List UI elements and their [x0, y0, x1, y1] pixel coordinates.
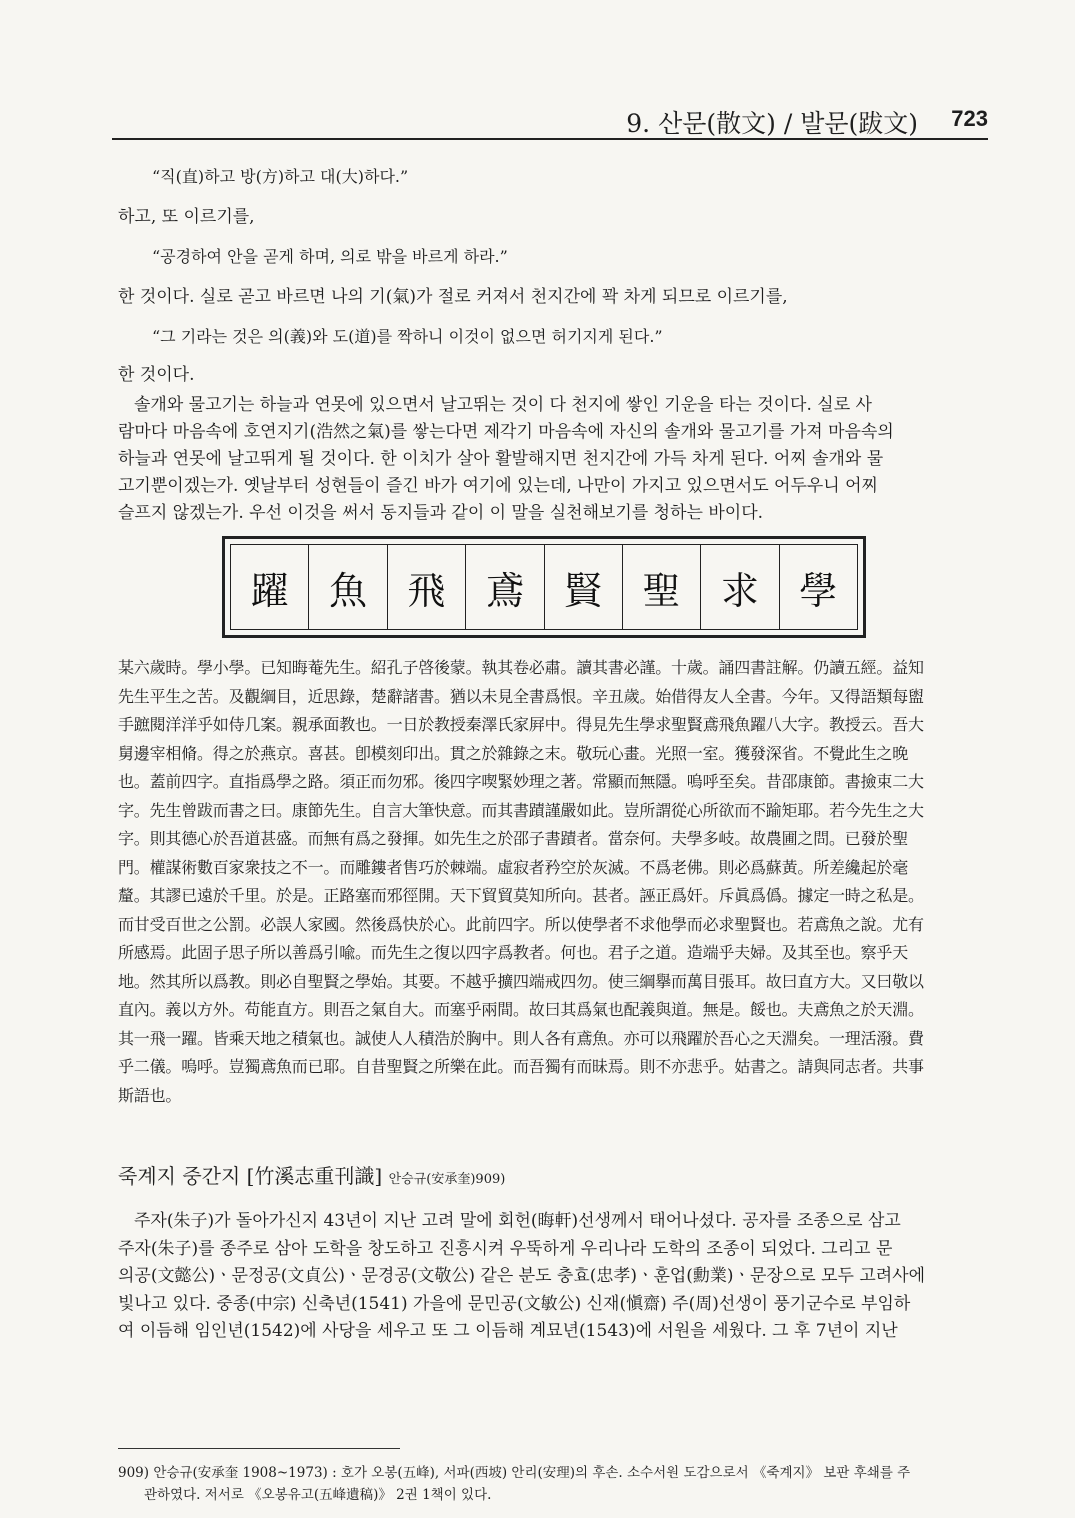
footnote-909 — [118, 1462, 980, 1506]
footnote-line: 909) 안승규(安承奎 1908~1973) : 호가 오봉(五峰), 서파(西坡) 안리(安理)의 후손. 소수서원 도감으로서 《죽계지》 보판 후쇄를 주 — [118, 1465, 911, 1481]
quote-reverence: “공경하여 안을 곧게 하며, 의로 밖을 바르게 하라.” — [152, 247, 508, 266]
banner-character: 求 — [701, 545, 779, 629]
hanmun-line: 其一飛一躍。皆乘天地之積氣也。誠使人人積浩於胸中。則人各有鳶魚。亦可以飛躍於吾心之天淵矣。一理活潑。費 — [118, 1028, 924, 1048]
banner-character: 學 — [799, 568, 838, 613]
text-line: 하고, 또 이르기를, — [118, 207, 255, 227]
footnote-rule — [118, 1448, 400, 1449]
hanmun-line: 斯語也。 — [118, 1085, 182, 1105]
banner-character: 聖 — [623, 545, 701, 629]
text-line: 한 것이다. 실로 곧고 바르면 나의 기(氣)가 절로 커져서 천지간에 꽉 차게 되므로 이르기를, — [118, 287, 788, 307]
hanmun-line: 字。則其德心於吾道甚盛。而無有爲之發揮。如先生之於邵子書蹟者。當奈何。夫學多岐。故農圃之問。已發於聖 — [118, 829, 909, 848]
hanmun-line: 直內。義以方外。苟能直方。則吾之氣自大。而塞乎兩間。故曰其爲氣也配義與道。無是。餒也。夫鳶魚之於天淵。 — [118, 1000, 924, 1019]
hanmun-line: 乎二儀。嗚呼。豈獨鳶魚而已耶。自昔聖賢之所樂在此。而吾獨有而昧焉。則不亦悲乎。姑書之。請與同志者。共事 — [118, 1057, 924, 1076]
hanmun-line: 地。然其所以爲教。則必自聖賢之學始。其要。不越乎擴四端戒四勿。使三綱擧而萬目張耳。故曰直方大。又曰敬以 — [118, 971, 924, 991]
body-line: 의공(文懿公)ㆍ문정공(文貞公)ㆍ문경공(文敬公) 같은 분도 충효(忠孝)ㆍ훈업(勳業)ㆍ문장으로 모두 고려사에 — [118, 1266, 926, 1286]
section-body — [118, 1208, 980, 1346]
paragraph-line: 고기뿐이겠는가. 옛날부터 성현들이 즐긴 바가 여기에 있는데, 나만이 가지고 있으면서도 어두우니 어찌 — [118, 476, 878, 496]
quote-direct-square-great: “직(直)하고 방(方)하고 대(大)하다.” — [152, 167, 409, 186]
calligraphy-banner — [222, 536, 866, 638]
footnote-line: 관하였다. 저서로 《오봉유고(五峰遺稿)》 2권 1책이 있다. — [144, 1487, 492, 1503]
header-title: 9. 산문(散文) / 발문(跋文) — [626, 109, 918, 138]
hanmun-line: 釐。其謬已遠於千里。於是。正路塞而邪徑開。天下貿貿莫知所向。甚者。誣正爲奸。斥眞爲僞。據定一時之私是。 — [118, 886, 924, 905]
hanmun-line: 舅邊宰相脩。得之於燕京。喜甚。卽模刻印出。貫之於雜錄之末。敬玩心畫。光照一室。獲發深省。不覺此生之晚 — [118, 743, 909, 763]
banner-character: 鳶 — [466, 545, 544, 629]
body-line: 주자(朱子)를 종주로 삼아 도학을 창도하고 진흥시켜 우뚝하게 우리나라 도학의 조종이 되었다. 그리고 문 — [118, 1238, 893, 1259]
hanmun-line: 先生平生之苦。及觀綱目，近思錄，楚辭諸書。猶以未見全書爲恨。辛丑歲。始借得友人全書。今年。又得語類每盥 — [118, 686, 924, 706]
paragraph-line: 하늘과 연못에 날고뛰게 될 것이다. 한 이치가 살아 활발해지면 천지간에 가득 차게 된다. 어찌 솔개와 물 — [118, 449, 884, 469]
section-author: 안승규(安承奎)909) — [388, 1172, 506, 1187]
body-line: 주자(朱子)가 돌아가신지 43년이 지난 고려 말에 회헌(晦軒)선생께서 태어나셨다. 공자를 조종으로 삼고 — [134, 1211, 901, 1231]
text-line: 한 것이다. — [118, 365, 195, 385]
banner-inner-frame — [230, 544, 858, 630]
hanmun-line: 某六歲時。學小學。已知晦菴先生。紹孔子啓後蒙。執其卷必肅。讀其書必謹。十歲。誦四書註解。仍讀五經。益知 — [118, 658, 924, 677]
paragraph-line: 람마다 마음속에 호연지기(浩然之氣)를 쌓는다면 제각기 마음속에 자신의 솔개와 물고기를 가져 마음속의 — [118, 422, 894, 442]
running-header — [112, 104, 988, 140]
hanmun-line: 門。權謀術數百家衆技之不一。而雕鏤者售巧於棘端。虛寂者矜空於灰滅。不爲老佛。則必爲蘇黃。所差纔起於毫 — [118, 857, 909, 877]
hanmun-line: 而甘受百世之公罰。必誤人家國。然後爲快於心。此前四字。所以使學者不求他學而必求聖賢也。若鳶魚之說。尤有 — [118, 914, 924, 934]
classical-chinese-text — [118, 654, 980, 1110]
hanmun-line: 也。蓋前四字。直指爲學之路。須正而勿邪。後四字喫緊妙理之著。常顯而無隱。嗚呼至矣。昔邵康節。書撿束二大 — [118, 772, 924, 791]
page-number: 723 — [951, 106, 988, 131]
banner-character: 賢 — [545, 545, 623, 629]
hanmun-line: 所感焉。此固子思子所以善爲引喩。而先生之復以四字爲教者。何也。君子之道。造端乎夫婦。及其至也。察乎天 — [118, 943, 909, 962]
section-heading — [118, 1160, 505, 1189]
paragraph-line: 솔개와 물고기는 하늘과 연못에 있으면서 날고뛰는 것이 다 천지에 쌓인 기운을 타는 것이다. 실로 사 — [134, 395, 872, 415]
banner-character: 飛 — [388, 545, 466, 629]
body-line: 빛나고 있다. 중종(中宗) 신축년(1541) 가을에 문민공(文敏公) 신재(愼齋) 주(周)선생이 풍기군수로 부임하 — [118, 1293, 911, 1314]
banner-character: 魚 — [309, 545, 387, 629]
body-line: 여 이듬해 임인년(1542)에 사당을 세우고 또 그 이듬해 계묘년(1543)에 서원을 세웠다. 그 후 7년이 지난 — [118, 1321, 898, 1341]
quote-qi: “그 기라는 것은 의(義)와 도(道)를 짝하니 이것이 없으면 허기지게 된다.” — [152, 327, 663, 346]
section-title: 죽계지 중간지 [竹溪志重刊識] — [118, 1164, 383, 1188]
banner-character: 躍 — [231, 545, 309, 629]
paragraph-line: 슬프지 않겠는가. 우선 이것을 써서 동지들과 같이 이 말을 실천해보기를 청하는 바이다. — [118, 503, 764, 523]
hanmun-line: 字。先生曾跋而書之曰。康節先生。自言大筆快意。而其書蹟謹嚴如此。豈所謂從心所欲而不踰矩耶。若今先生之大 — [118, 800, 924, 820]
paragraph-kite-fish — [118, 392, 980, 527]
hanmun-line: 手蹠閱洋洋乎如侍几案。親承面教也。一日於教授秦澤氏家屛中。得見先生學求聖賢鳶飛魚躍八大字。教授云。吾大 — [118, 715, 924, 734]
